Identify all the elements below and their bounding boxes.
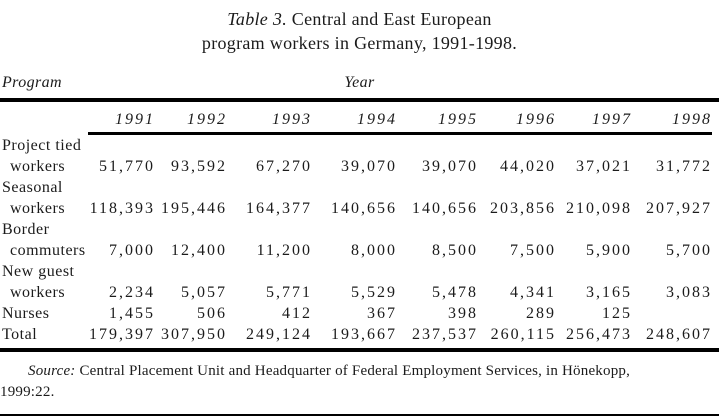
row-label: Total [2,325,38,343]
row-label-line1: Project tied [2,136,82,154]
table-cell [632,303,712,324]
year-header: 1996 [478,102,556,134]
table-row-seasonal [0,177,712,219]
year-header: 1992 [155,102,227,134]
table-row-total [0,324,712,345]
table-cell: 140,656 [412,199,478,217]
table-cell: 1,455 [109,304,155,322]
table-cell: 5,700 [666,241,712,259]
table-cell: 398 [448,304,478,322]
table-cell: 12,400 [171,241,227,259]
table-cell: 51,770 [99,157,155,175]
table-cell: 7,500 [510,241,556,259]
row-label-line1: New guest [2,262,75,280]
table-cell: 248,607 [646,325,712,343]
year-header: 1995 [397,102,478,134]
table-cell: 179,397 [89,325,155,343]
program-column-header: Program [2,74,62,91]
table-cell: 118,393 [89,199,155,217]
table-cell: 5,478 [432,283,478,301]
table-cell: 249,124 [246,325,312,343]
column-head-row [0,70,719,92]
table-cell: 39,070 [341,157,397,175]
table-cell: 140,656 [331,199,397,217]
row-label-line2: workers [10,157,66,175]
table-cell: 44,020 [500,157,556,175]
row-label [0,261,88,303]
row-label [0,177,88,219]
table-row-project-tied [0,134,712,177]
table-cell: 256,473 [566,325,632,343]
year-header: 1993 [227,102,312,134]
table-row-nurses [0,303,712,324]
table-cell: 11,200 [256,241,312,259]
table-cell: 193,667 [331,325,397,343]
table-row-new-guest [0,261,712,303]
table-cell: 5,900 [586,241,632,259]
table-cell: 67,270 [256,157,312,175]
table-cell: 307,950 [161,325,227,343]
row-label-line2: workers [10,283,66,301]
table-title [0,7,719,55]
table-cell: 289 [526,304,556,322]
year-header: 1998 [632,102,712,134]
table-cell: 2,234 [109,283,155,301]
table-cell: 260,115 [490,325,556,343]
source-note-line2: 1999:22. [0,383,55,400]
table-cell: 93,592 [171,157,227,175]
year-header-spacer [0,102,88,134]
table-cell: 195,446 [161,199,227,217]
table-cell: 5,529 [351,283,397,301]
row-label-line2: workers [10,199,66,217]
row-label-line1: Border [2,220,50,238]
table-cell: 8,500 [432,241,478,259]
table-cell: 3,083 [666,283,712,301]
row-label [0,219,88,261]
table-cell: 203,856 [490,199,556,217]
year-header: 1991 [88,102,155,134]
table-cell: 207,927 [646,199,712,217]
table-cell: 8,000 [351,241,397,259]
table-bottom-rule [0,348,719,352]
table-title-line1 [0,7,719,31]
row-label [0,134,88,177]
table-cell: 125 [602,304,632,322]
source-text: Central Placement Unit and Headquarter of Federal Employment Services, in Hönekopp, [75,362,631,379]
table-cell: 39,070 [422,157,478,175]
table-cell: 164,377 [246,199,312,217]
table-cell: 367 [367,304,397,322]
row-label-line2: commuters [10,241,86,259]
row-label: Nurses [2,304,50,322]
table-title-text: Central and East European [287,9,492,29]
source-label: Source: [28,362,76,379]
year-column-header: Year [344,74,375,91]
row-label-line1: Seasonal [2,178,63,196]
table-title-line2: program workers in Germany, 1991-1998. [201,33,518,53]
table-row-border [0,219,712,261]
table-cell: 210,098 [566,199,632,217]
table-cell: 37,021 [576,157,632,175]
table-cell: 5,057 [181,283,227,301]
table-cell: 7,000 [109,241,155,259]
table-cell: 506 [197,304,227,322]
table-cell: 237,537 [412,325,478,343]
table-cell: 4,341 [510,283,556,301]
data-table [0,102,712,345]
table-number-label: Table 3. [227,9,287,29]
year-header: 1994 [312,102,397,134]
table-cell: 31,772 [656,157,712,175]
table-cell: 3,165 [586,283,632,301]
year-header: 1997 [556,102,632,134]
table-cell: 5,771 [266,283,312,301]
source-note [0,361,719,382]
table-cell: 412 [282,304,312,322]
year-header-row [0,102,712,134]
